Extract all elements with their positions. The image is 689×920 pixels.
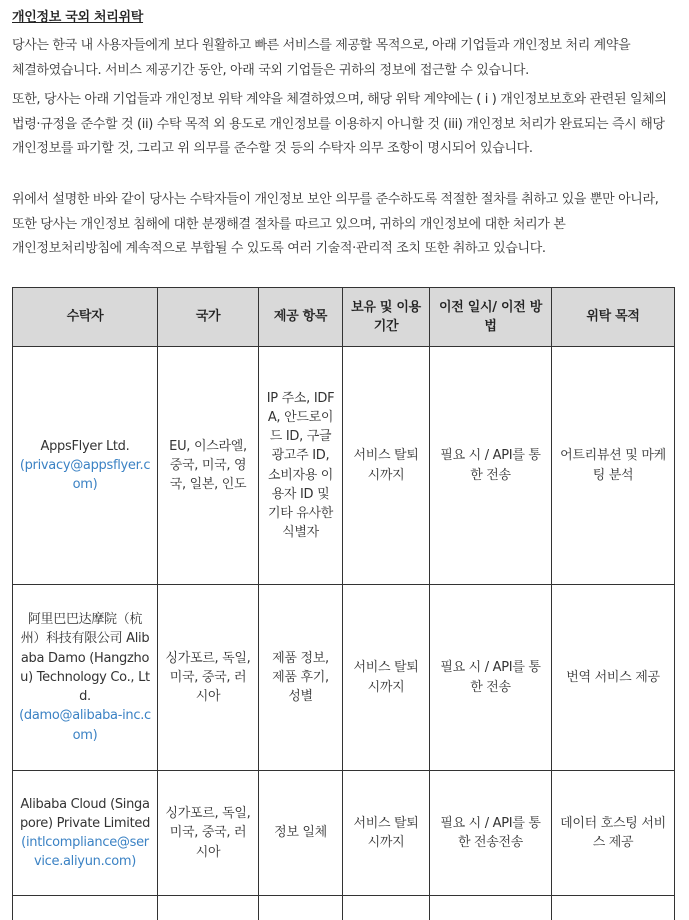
purpose-cell: 데이터 호스팅 서비스 제공 (552, 771, 675, 896)
transfer-cell: 필요 시 / API를 통한 전송전송 (430, 771, 552, 896)
trustee-name: 阿里巴巴达摩院（杭州）科技有限公司 Alibaba Damo (Hangzhou) Technology Co., Ltd. (19, 610, 151, 706)
trustee-cell (13, 585, 158, 771)
trustee-table (12, 287, 675, 920)
header-purpose: 위탁 목적 (552, 288, 675, 347)
paragraph-measures: 위에서 설명한 바와 같이 당사는 수탁자들이 개인정보 보안 의무를 준수하도록 적절한 절차를 취하고 있을 뿐만 아니라, 또한 당사는 개인정보 침해에 대한 분쟁해결 절차를 따르고 있으며, 귀하의 개인정보에 대한 처리가 본 개인정보처리방침에 계속적으로 부합될 수 있도록 여러 기술적·관리적 조치 또한 취하고 있습니다. (12, 188, 678, 262)
trustee-name: Alibaba Cloud (Singapore) Private Limited (19, 795, 151, 833)
country-cell: EU, 이스라엘, 중국, 미국, 영국, 일본, 인도 (158, 347, 259, 585)
header-transfer: 이전 일시/ 이전 방법 (430, 288, 552, 347)
transfer-cell: 필요 시 / API를 통한 전송 (430, 585, 552, 771)
paragraph-intro: 당사는 한국 내 사용자들에게 보다 원활하고 빠른 서비스를 제공할 목적으로, 아래 기업들과 개인정보 처리 계약을 체결하였습니다. 서비스 제공기간 동안, 아래 국외 기업들은 귀하의 정보에 접근할 수 있습니다. (12, 34, 678, 83)
country-cell: 싱가포르, 독일, 미국, 중국, 러시아 (158, 585, 259, 771)
period-cell: 서비스 탈퇴 시까지 (343, 585, 430, 771)
items-cell: 정보 일체 (259, 771, 343, 896)
trustee-name: AppsFlyer Ltd. (19, 437, 151, 456)
items-cell: 제품 정보, 제품 후기, 성별 (259, 585, 343, 771)
table-header-row (13, 288, 675, 347)
period-cell: 서비스 탈퇴 시까지 (343, 771, 430, 896)
section-heading: 개인정보 국외 처리위탁 (12, 6, 143, 25)
header-country: 국가 (158, 288, 259, 347)
paragraph-obligations: 또한, 당사는 아래 기업들과 개인정보 위탁 계약을 체결하였으며, 해당 위탁 계약에는 ( i ) 개인정보보호와 관련된 일체의 법령·규정을 준수할 것 (ii) 수탁 목적 외 용도로 개인정보를 이용하지 아니할 것 (iii) 개인정보 처리가 완료되는 즉시 해당 개인정보를 파기할 것, 그리고 위 의무를 준수할 것 등의 수탁자 의무 조항이 명시되어 있습니다. (12, 88, 678, 162)
trustee-cell (13, 771, 158, 896)
table-row (13, 585, 675, 771)
transfer-cell: 필요 시 / API를 통한 전송 (430, 347, 552, 585)
header-items: 제공 항목 (259, 288, 343, 347)
trustee-cell (13, 347, 158, 585)
header-period: 보유 및 이용기간 (343, 288, 430, 347)
period-cell: 서비스 탈퇴 시까지 (343, 347, 430, 585)
table-row (13, 347, 675, 585)
header-trustee: 수탁자 (13, 288, 158, 347)
country-cell: 싱가포르, 독일, 미국, 중국, 러시아 (158, 771, 259, 896)
trustee-email-link[interactable]: (privacy@appsflyer.com) (19, 456, 151, 494)
purpose-cell: 번역 서비스 제공 (552, 585, 675, 771)
table-row (13, 771, 675, 896)
trustee-email-link[interactable]: (damo@alibaba-inc.com) (19, 706, 151, 744)
purpose-cell: 어트리뷰션 및 마케팅 분석 (552, 347, 675, 585)
table-row-partial (13, 896, 675, 920)
trustee-email-link[interactable]: (intlcompliance@service.aliyun.com) (19, 833, 151, 871)
items-cell: IP 주소, IDFA, 안드로이드 ID, 구글 광고주 ID, 소비자용 이용자 ID 및 기타 유사한 식별자 (259, 347, 343, 585)
